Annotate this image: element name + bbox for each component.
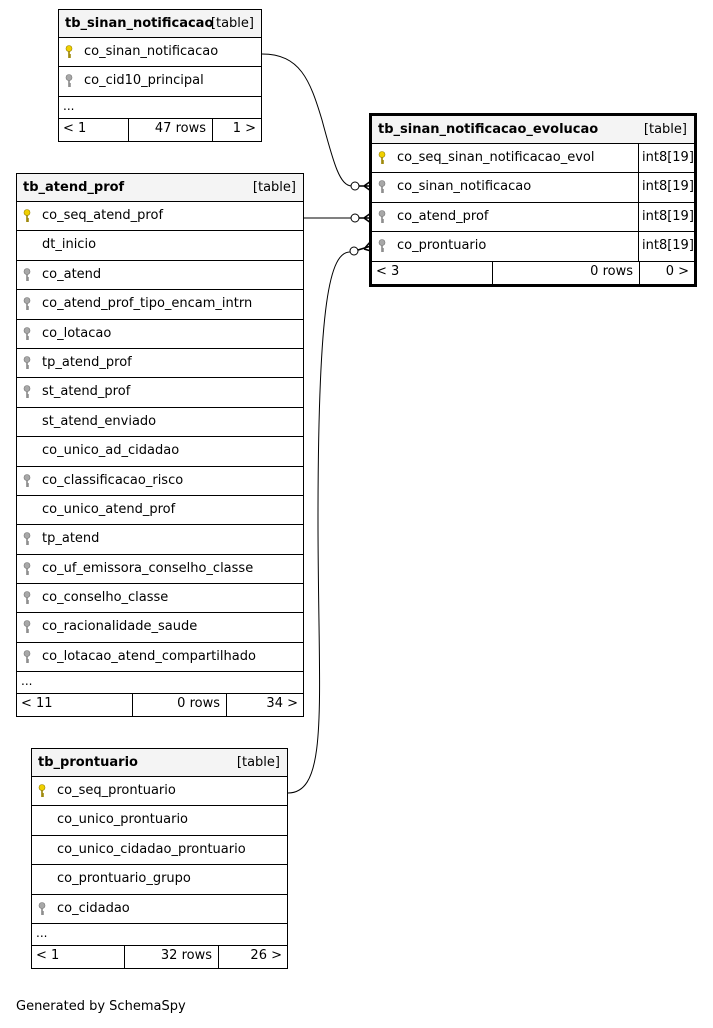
children-count: 1 > — [232, 120, 256, 136]
column-name: co_cidadao — [57, 900, 130, 916]
foreign-key-icon — [37, 902, 49, 916]
column-row[interactable] — [372, 232, 694, 261]
table-tb-atend-prof[interactable] — [16, 173, 304, 717]
column-type: int8[19] — [638, 232, 694, 260]
column-name: co_uf_emissora_conselho_classe — [42, 560, 254, 576]
row-count: 0 rows — [133, 694, 227, 716]
column-type: int8[19] — [638, 203, 694, 231]
table-tb-sinan-notificacao-evolucao[interactable] — [369, 113, 697, 287]
generated-by-label: Generated by SchemaSpy — [16, 999, 186, 1014]
parents-count: < 1 — [59, 119, 129, 141]
edge-atend-prof-end — [351, 214, 359, 222]
column-cell — [17, 290, 303, 318]
column-name: co_unico_prontuario — [57, 812, 189, 828]
foreign-key-icon — [22, 297, 34, 311]
column-row[interactable] — [17, 437, 303, 466]
column-cell — [372, 173, 638, 201]
children-count: 34 > — [266, 696, 298, 712]
column-name: tp_atend — [42, 531, 100, 547]
edge-sinan-notificacao-end — [351, 182, 359, 190]
table-name[interactable]: tb_prontuario — [38, 755, 138, 770]
column-row[interactable] — [372, 173, 694, 202]
column-cell — [17, 261, 303, 289]
column-cell — [17, 467, 303, 495]
primary-key-icon — [377, 151, 389, 165]
column-cell — [17, 437, 303, 465]
column-row[interactable] — [32, 806, 287, 835]
column-name: co_unico_atend_prof — [42, 501, 176, 517]
table-tb-prontuario[interactable] — [31, 748, 288, 969]
column-row[interactable] — [32, 895, 287, 924]
column-row[interactable] — [17, 202, 303, 231]
column-name: co_seq_atend_prof — [42, 208, 164, 223]
column-cell — [32, 895, 287, 923]
column-row[interactable] — [17, 613, 303, 642]
column-cell — [372, 232, 638, 260]
column-cell — [17, 525, 303, 553]
column-cell — [17, 408, 303, 436]
parents-count: < 1 — [32, 946, 125, 968]
column-row[interactable] — [17, 261, 303, 290]
more-columns: ... — [32, 924, 287, 946]
column-name: co_unico_ad_cidadao — [42, 443, 180, 459]
column-row[interactable] — [17, 378, 303, 407]
table-footer — [17, 694, 303, 716]
column-name: co_conselho_classe — [42, 590, 169, 606]
column-cell — [17, 231, 303, 259]
column-row[interactable] — [17, 408, 303, 437]
column-type: int8[19] — [638, 173, 694, 201]
column-name: co_lotacao — [42, 325, 112, 341]
table-footer — [59, 119, 261, 141]
column-name: tp_atend_prof — [42, 354, 132, 370]
column-row[interactable] — [17, 496, 303, 525]
column-cell — [17, 496, 303, 524]
column-name: co_cid10_principal — [84, 73, 204, 89]
table-name[interactable]: tb_sinan_notificacao — [65, 16, 214, 31]
column-type: int8[19] — [638, 144, 694, 172]
column-name: co_atend_prof_tipo_encam_intrn — [42, 296, 253, 312]
column-cell — [17, 643, 303, 671]
column-row[interactable] — [17, 467, 303, 496]
foreign-key-icon — [22, 268, 34, 282]
table-header — [17, 174, 303, 202]
column-name: co_lotacao_atend_compartilhado — [42, 648, 256, 664]
column-cell — [59, 38, 261, 66]
column-name: co_atend_prof — [397, 208, 489, 224]
column-name: co_sinan_notificacao — [397, 179, 532, 195]
column-row[interactable] — [17, 320, 303, 349]
column-row[interactable] — [32, 865, 287, 894]
column-name: co_seq_prontuario — [57, 783, 176, 798]
foreign-key-icon — [22, 385, 34, 399]
column-name: co_sinan_notificacao — [84, 44, 219, 59]
column-name: co_unico_cidadao_prontuario — [57, 841, 246, 857]
column-cell — [17, 349, 303, 377]
column-row[interactable] — [17, 584, 303, 613]
primary-key-icon — [22, 209, 34, 223]
table-header — [372, 116, 694, 144]
foreign-key-icon — [377, 239, 389, 253]
foreign-key-icon — [22, 327, 34, 341]
row-count: 32 rows — [125, 946, 219, 968]
foreign-key-icon — [22, 620, 34, 634]
parents-count: < 11 — [17, 694, 133, 716]
table-header — [32, 749, 287, 777]
edge-sinan-notificacao — [262, 54, 352, 186]
column-cell — [32, 806, 287, 834]
column-cell — [17, 555, 303, 583]
column-name: st_atend_prof — [42, 384, 131, 400]
column-name: dt_inicio — [42, 237, 97, 253]
column-cell — [59, 67, 261, 95]
column-row[interactable] — [32, 777, 287, 806]
foreign-key-icon — [377, 180, 389, 194]
table-header — [59, 10, 261, 38]
column-cell — [17, 202, 303, 230]
column-row[interactable] — [32, 836, 287, 865]
column-cell — [17, 378, 303, 406]
column-cell — [32, 836, 287, 864]
column-cell — [32, 865, 287, 893]
table-footer — [32, 946, 287, 968]
table-tb-sinan-notificacao[interactable] — [58, 9, 262, 142]
column-row[interactable] — [17, 555, 303, 584]
column-row[interactable] — [17, 231, 303, 260]
table-footer — [372, 262, 694, 284]
foreign-key-icon — [22, 532, 34, 546]
table-kind: [table] — [643, 122, 687, 137]
column-name: co_prontuario — [397, 238, 487, 254]
column-cell — [372, 203, 638, 231]
foreign-key-icon — [22, 650, 34, 664]
table-kind: [table] — [252, 180, 296, 195]
foreign-key-icon — [22, 356, 34, 370]
column-name: co_seq_sinan_notificacao_evol — [397, 150, 595, 165]
table-name[interactable]: tb_atend_prof — [23, 180, 125, 195]
row-count: 0 rows — [493, 262, 640, 284]
more-columns: ... — [17, 672, 303, 694]
primary-key-icon — [64, 45, 76, 59]
column-row[interactable] — [59, 38, 261, 67]
foreign-key-icon — [22, 562, 34, 576]
table-name[interactable]: tb_sinan_notificacao_evolucao — [378, 122, 599, 137]
column-cell — [32, 777, 287, 805]
column-name: co_atend — [42, 266, 102, 282]
column-row[interactable] — [17, 525, 303, 554]
primary-key-icon — [37, 784, 49, 798]
column-name: st_atend_enviado — [42, 413, 157, 429]
table-kind: [table] — [236, 755, 280, 770]
column-row[interactable] — [17, 349, 303, 378]
column-name: co_prontuario_grupo — [57, 871, 191, 887]
foreign-key-icon — [64, 74, 76, 88]
parents-count: < 3 — [372, 262, 493, 284]
row-count: 47 rows — [129, 119, 213, 141]
column-cell — [372, 144, 638, 172]
children-count: 26 > — [250, 947, 282, 963]
foreign-key-icon — [22, 474, 34, 488]
foreign-key-icon — [377, 210, 389, 224]
column-name: co_racionalidade_saude — [42, 619, 198, 635]
children-count: 0 > — [665, 263, 689, 279]
column-row[interactable] — [17, 290, 303, 319]
column-cell — [17, 613, 303, 641]
edge-prontuario-end — [350, 247, 358, 255]
column-row[interactable] — [59, 67, 261, 96]
table-kind: [table] — [210, 16, 254, 31]
column-cell — [17, 584, 303, 612]
column-name: co_classificacao_risco — [42, 472, 184, 488]
column-row[interactable] — [372, 144, 694, 173]
foreign-key-icon — [22, 591, 34, 605]
column-row[interactable] — [17, 643, 303, 672]
column-cell — [17, 320, 303, 348]
more-columns: ... — [59, 97, 261, 119]
column-row[interactable] — [372, 203, 694, 232]
